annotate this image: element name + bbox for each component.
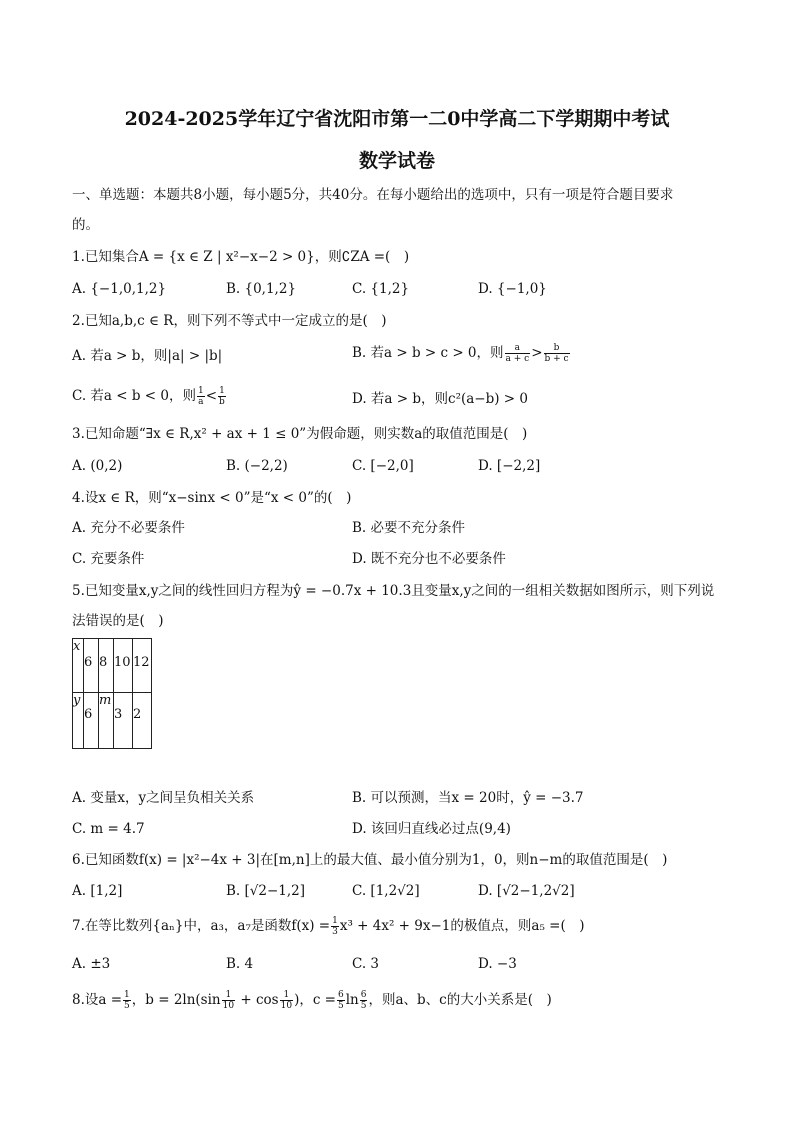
q5-stem-cont: 法错误的是( ) <box>72 613 164 629</box>
q7-stem <box>72 916 585 937</box>
q8-text: ，则a、b、c的大小关系是( ) <box>368 992 552 1008</box>
q3-option-d: D. [−2,2] <box>478 458 541 474</box>
denominator: 3 <box>332 927 338 937</box>
table-cell <box>84 639 99 693</box>
fraction <box>360 990 368 1011</box>
exam-subtitle: 数学试卷 <box>358 150 435 172</box>
q1-option-c: C. {1,2} <box>352 281 410 297</box>
q5-option-d: D. 该回归直线必过点(9,4) <box>352 821 511 837</box>
q3-option-b: B. (−2,2) <box>226 458 288 474</box>
table-cell <box>114 693 133 749</box>
q4-option-d: D. 既不充分也不必要条件 <box>352 551 506 567</box>
section-heading: 一、单选题：本题共8小题，每小题5分，共40分。在每小题给出的选项中，只有一项是符合题目要求 <box>72 187 674 203</box>
table-value: 6 <box>84 655 93 670</box>
table-value: 6 <box>84 707 93 722</box>
q8-stem <box>72 990 552 1011</box>
denominator: 10 <box>280 1001 293 1011</box>
table-header-x: x <box>73 639 81 654</box>
fraction <box>197 386 205 407</box>
q6-option-d: D. [√2−1,2√2] <box>478 883 575 899</box>
q4-stem: 4.设x ∈ R，则“x−sinx < 0”是“x < 0”的( ) <box>72 490 352 506</box>
q8-text: 8.设a = <box>72 992 123 1008</box>
q6-option-a: A. [1,2] <box>72 883 123 899</box>
q7-option-d: D. −3 <box>478 956 517 972</box>
q8-text: ，b = 2ln(sin <box>131 992 221 1008</box>
numerator: 1 <box>219 386 225 396</box>
q3-option-a: A. (0,2) <box>72 458 123 474</box>
table-cell <box>133 693 152 749</box>
denominator: a + c <box>505 354 530 364</box>
q2-stem: 2.已知a,b,c ∈ R，则下列不等式中一定成立的是( ) <box>72 313 387 329</box>
q1-option-a: A. {−1,0,1,2} <box>72 281 167 297</box>
numerator: 1 <box>222 990 235 1001</box>
q2-option-b-text: B. 若a > b > c > 0，则 <box>352 345 504 361</box>
q6-option-b: B. [√2−1,2] <box>226 883 306 899</box>
numerator: b <box>544 343 570 354</box>
fraction <box>222 990 235 1011</box>
q1-stem: 1.已知集合A = {x ∈ Z | x²−x−2 > 0}，则∁ZA =( ) <box>72 249 410 265</box>
q8-text: + cos <box>236 992 279 1008</box>
fraction <box>218 386 226 407</box>
table-value: 2 <box>133 707 142 722</box>
fraction <box>123 990 131 1011</box>
q5-option-a: A. 变量x，y之间呈负相关关系 <box>72 790 255 806</box>
operator: > <box>531 345 543 361</box>
denominator: b <box>219 397 225 407</box>
q4-option-c: C. 充要条件 <box>72 551 145 567</box>
fraction <box>337 990 345 1011</box>
denominator: 5 <box>338 1001 344 1011</box>
q8-text: )，c = <box>294 992 336 1008</box>
q7-option-a: A. ±3 <box>72 956 111 972</box>
q2-option-d: D. 若a > b，则c²(a−b) > 0 <box>352 391 529 407</box>
q6-option-c: C. [1,2√2] <box>352 883 420 899</box>
q3-stem: 3.已知命题“∃x ∈ R,x² + ax + 1 ≤ 0”为假命题，则实数a的取值范围是( ) <box>72 426 528 442</box>
numerator: 1 <box>332 916 338 926</box>
numerator: 1 <box>280 990 293 1001</box>
q7-stem-text: 7.在等比数列{aₙ}中，a₃，a₇是函数f(x) = <box>72 918 331 934</box>
numerator: 1 <box>198 386 204 396</box>
numerator: 6 <box>338 990 344 1000</box>
table-cell <box>133 639 152 693</box>
denominator: 5 <box>124 1001 130 1011</box>
q2-option-a: A. 若a > b，则|a| > |b| <box>72 348 223 364</box>
denominator: 10 <box>222 1001 235 1011</box>
table-cell <box>99 639 114 693</box>
numerator: 6 <box>360 990 367 1000</box>
fraction <box>331 916 339 937</box>
table-cell <box>73 639 84 693</box>
table-value: 10 <box>114 655 131 670</box>
q7-stem-text-cont: x³ + 4x² + 9x−1的极值点，则a₅ =( ) <box>339 918 585 934</box>
table-header-y: y <box>73 693 81 708</box>
table-cell <box>114 639 133 693</box>
table-cell <box>73 693 84 749</box>
q2-option-c <box>72 386 227 407</box>
table-value: m <box>99 693 112 708</box>
q5-stem: 5.已知变量x,y之间的线性回归方程为ŷ = −0.7x + 10.3且变量x,y之间的一组相关数据如图所示，则下列说 <box>72 583 715 599</box>
q7-option-c: C. 3 <box>352 956 380 972</box>
fraction <box>280 990 293 1011</box>
table-value: 8 <box>99 655 108 670</box>
q4-option-b: B. 必要不充分条件 <box>352 520 466 536</box>
q4-option-a: A. 充分不必要条件 <box>72 520 185 536</box>
q6-stem: 6.已知函数f(x) = |x²−4x + 3|在[m,n]上的最大值、最小值分别为1，0，则n−m的取值范围是( ) <box>72 852 668 868</box>
table-row <box>73 639 152 693</box>
numerator: a <box>505 343 531 354</box>
q5-option-b: B. 可以预测，当x = 20时，ŷ = −3.7 <box>352 790 584 806</box>
section-heading-cont: 的。 <box>72 217 99 233</box>
q7-option-b: B. 4 <box>226 956 254 972</box>
q5-data-table <box>72 638 152 749</box>
table-value: 3 <box>114 707 123 722</box>
table-value: 12 <box>133 655 150 670</box>
q5-option-c: C. m = 4.7 <box>72 821 145 837</box>
denominator: a <box>198 397 204 407</box>
table-row <box>73 693 152 749</box>
operator: < <box>205 388 218 404</box>
q1-option-b: B. {0,1,2} <box>226 281 297 297</box>
q1-option-d: D. {−1,0} <box>478 281 547 297</box>
numerator: 1 <box>124 990 130 1000</box>
denominator: 5 <box>360 1001 367 1011</box>
fraction <box>544 343 570 364</box>
q8-text: ln <box>345 992 359 1008</box>
denominator: b + c <box>544 354 569 364</box>
q2-option-c-text: C. 若a < b < 0，则 <box>72 388 196 404</box>
q2-option-b <box>352 343 571 364</box>
exam-title: 2024-2025学年辽宁省沈阳市第一二0中学高二下学期期中考试 <box>124 108 670 130</box>
fraction <box>505 343 531 364</box>
q3-option-c: C. [−2,0] <box>352 458 414 474</box>
table-cell <box>84 693 99 749</box>
table-cell <box>99 693 114 749</box>
